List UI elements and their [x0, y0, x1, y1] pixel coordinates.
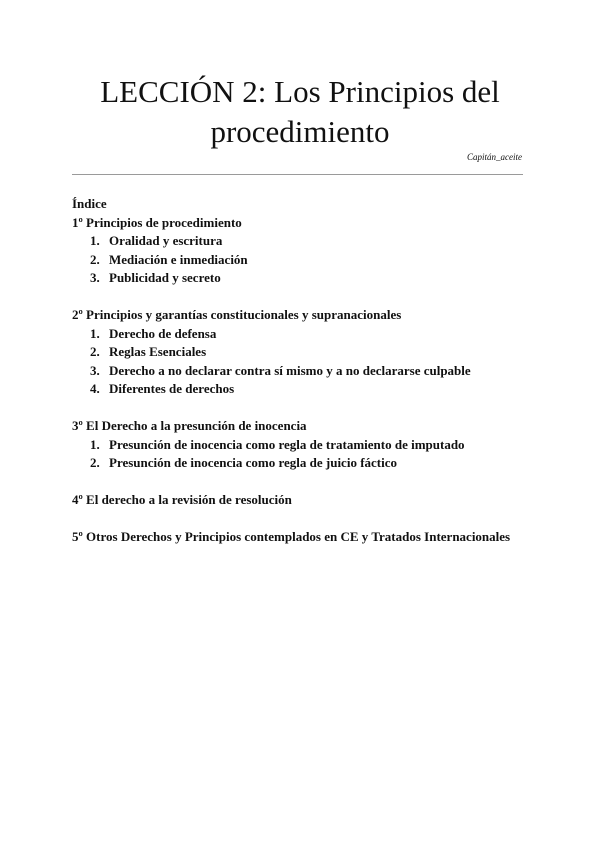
list-item	[72, 380, 527, 399]
list-item-number: 3.	[90, 362, 100, 378]
list-item-text: Derecho a no declarar contra sí mismo y a no declararse culpable	[109, 362, 471, 378]
author-signature: Capitán_aceite	[467, 152, 522, 162]
list-item-text: Reglas Esenciales	[109, 344, 207, 359]
list-item-text: Presunción de inocencia como regla de juicio fáctico	[109, 455, 397, 470]
list-item	[72, 251, 527, 270]
header-divider	[72, 174, 523, 175]
list-item	[72, 232, 527, 251]
list-item-number: 2.	[90, 455, 100, 470]
list-item	[72, 343, 527, 362]
list-item	[72, 454, 527, 473]
list-item-text: Publicidad y secreto	[109, 270, 221, 285]
section-heading: 4º El derecho a la revisión de resolución	[72, 492, 292, 507]
list-item-number: 1.	[90, 436, 100, 452]
list-item-text: Presunción de inocencia como regla de tratamiento de imputado	[109, 436, 465, 452]
list-item-number: 2.	[90, 344, 100, 359]
section-heading: 3º El Derecho a la presunción de inocencia	[72, 418, 307, 433]
index-section-3	[72, 417, 527, 473]
list-item	[72, 362, 527, 381]
list-item	[72, 436, 527, 455]
list-item-number: 2.	[90, 251, 100, 267]
list-item-number: 1.	[90, 325, 100, 341]
list-item-number: 1.	[90, 233, 100, 248]
section-heading: 2º Principios y garantías constitucionales y supranacionales	[72, 307, 402, 322]
list-item-text: Derecho de defensa	[109, 325, 217, 341]
document-title: LECCIÓN 2: Los Principios del procedimiento	[100, 74, 500, 149]
section-item-list	[72, 232, 527, 288]
list-item-text: Mediación e inmediación	[109, 251, 248, 267]
index-heading: Índice	[72, 196, 107, 211]
index-section-1	[72, 214, 527, 288]
index-section-5	[72, 528, 527, 547]
list-item	[72, 325, 527, 344]
index-content	[72, 195, 527, 565]
list-item-number: 4.	[90, 381, 100, 396]
index-section-4	[72, 491, 527, 510]
section-heading: 1º Principios de procedimiento	[72, 214, 242, 230]
section-item-list	[72, 325, 527, 399]
list-item-text: Oralidad y escritura	[109, 233, 223, 248]
section-item-list	[72, 436, 527, 473]
section-heading: 5º Otros Derechos y Principios contemplados en CE y Tratados Internacionales	[72, 529, 511, 544]
index-section-2	[72, 306, 527, 399]
list-item	[72, 269, 527, 288]
list-item-number: 3.	[90, 270, 100, 285]
list-item-text: Diferentes de derechos	[109, 381, 235, 396]
